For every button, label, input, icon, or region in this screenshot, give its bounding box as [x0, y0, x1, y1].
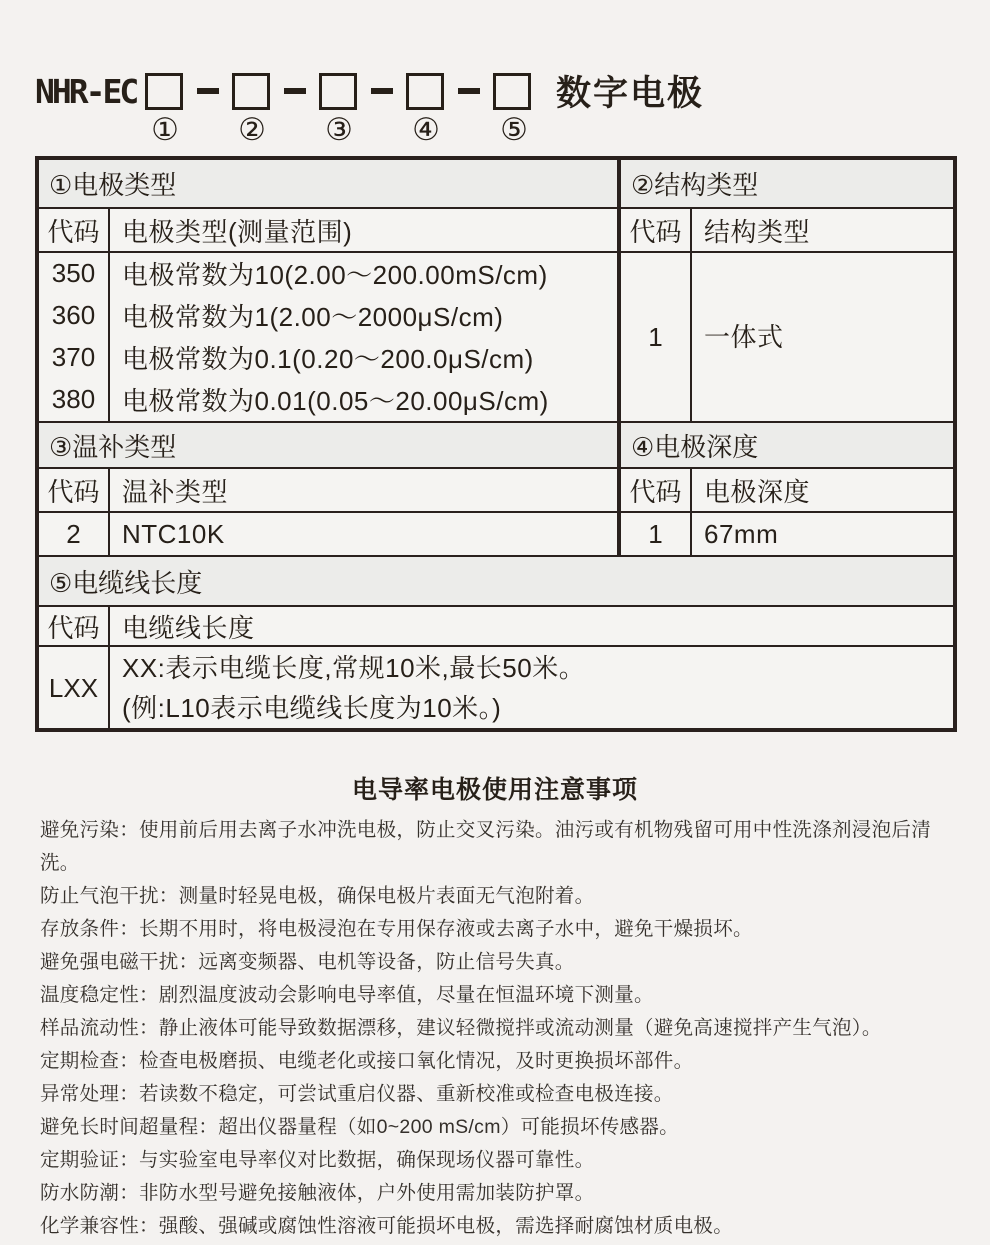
s4-code-header: 代码 [619, 468, 691, 512]
note-item-5: 温度稳定性：剧烈温度波动会影响电导率值，尽量在恒温环境下测量。 [40, 984, 654, 1006]
s5-code-header: 代码 [37, 606, 109, 646]
section-5-title: ⑤电缆线长度 [37, 556, 955, 606]
dash-separator-3 [371, 88, 393, 94]
column-header-row-5 [37, 606, 955, 646]
column-header-row-3-4 [37, 468, 955, 512]
section-1-title: ①电极类型 [37, 158, 619, 208]
note-item-8: 异常处理：若读数不稳定，可尝试重启仪器、重新校准或检查电极连接。 [40, 1083, 674, 1105]
table-row [37, 646, 955, 730]
s4-row1-code: 1 [619, 512, 691, 556]
notes-title: 电导率电极使用注意事项 [351, 776, 638, 804]
s4-row1-desc: 67mm [691, 512, 955, 556]
s2-desc-header: 结构类型 [691, 208, 955, 252]
note-item-10: 定期验证：与实验室电导率仪对比数据，确保现场仪器可靠性。 [40, 1149, 595, 1171]
section-4-title: ④电极深度 [619, 422, 955, 468]
s1-row2-desc: 电极常数为1(2.00～2000μS/cm) [109, 294, 619, 336]
code-box-4 [406, 73, 444, 110]
code-box-5 [493, 73, 531, 110]
s1-row1-code: 350 [37, 252, 109, 294]
note-item-4: 避免强电磁干扰：远离变频器、电机等设备，防止信号失真。 [40, 951, 575, 973]
position-number-1: ① [151, 112, 179, 147]
position-number-3: ③ [325, 112, 353, 147]
model-selection-table [35, 156, 957, 732]
table-row [37, 512, 955, 556]
note-item-12: 化学兼容性：强酸、强碱或腐蚀性溶液可能损坏电极，需选择耐腐蚀材质电极。 [40, 1215, 734, 1237]
note-item-7: 定期检查：检查电极磨损、电缆老化或接口氧化情况，及时更换损坏部件。 [40, 1050, 694, 1072]
s1-desc-header: 电极类型(测量范围) [109, 208, 619, 252]
s1-row3-code: 370 [37, 336, 109, 378]
s1-row4-code: 380 [37, 378, 109, 422]
column-header-row-1-2 [37, 208, 955, 252]
note-item-6: 样品流动性：静止液体可能导致数据漂移，建议轻微搅拌或流动测量（避免高速搅拌产生气泡）。 [40, 1017, 882, 1039]
s2-row1-desc: 一体式 [691, 252, 955, 422]
usage-notes-list [40, 814, 968, 1243]
s5-desc-line-2: (例:L10表示电缆线长度为10米。) [122, 692, 502, 723]
s5-row1-desc [109, 646, 955, 730]
s5-desc-header: 电缆线长度 [109, 606, 955, 646]
s4-desc-header: 电极深度 [691, 468, 955, 512]
s2-code-header: 代码 [619, 208, 691, 252]
code-box-3 [319, 73, 357, 110]
s2-row1-code: 1 [619, 252, 691, 422]
s3-row1-desc: NTC10K [109, 512, 619, 556]
s1-row3-desc: 电极常数为0.1(0.20～200.0μS/cm) [109, 336, 619, 378]
position-number-2: ② [238, 112, 266, 147]
dash-separator-2 [284, 88, 306, 94]
position-number-4: ④ [412, 112, 440, 147]
note-item-11: 防水防潮：非防水型号避免接触液体，户外使用需加装防护罩。 [40, 1182, 595, 1204]
model-prefix: NHR-EC [35, 71, 137, 111]
note-item-2: 防止气泡干扰：测量时轻晃电极，确保电极片表面无气泡附着。 [40, 885, 595, 907]
s1-row1-desc: 电极常数为10(2.00～200.00mS/cm) [109, 252, 619, 294]
s3-row1-code: 2 [37, 512, 109, 556]
section-header-row-5 [37, 556, 955, 606]
position-number-5: ⑤ [500, 112, 528, 147]
section-header-row-3-4 [37, 422, 955, 468]
s5-desc-line-1: XX:表示电缆长度,常规10米,最长50米。 [122, 652, 586, 683]
table-row [37, 252, 955, 294]
dash-separator-4 [458, 88, 480, 94]
model-code-line [35, 68, 704, 114]
note-item-9: 避免长时间超量程：超出仪器量程（如0~200 mS/cm）可能损坏传感器。 [40, 1116, 679, 1138]
position-number-row [0, 112, 990, 148]
s1-code-header: 代码 [37, 208, 109, 252]
section-3-title: ③温补类型 [37, 422, 619, 468]
dash-separator-1 [197, 88, 219, 94]
model-suffix: 数字电极 [556, 74, 705, 113]
note-item-3: 存放条件：长期不用时，将电极浸泡在专用保存液或去离子水中，避免干燥损坏。 [40, 918, 753, 940]
s3-code-header: 代码 [37, 468, 109, 512]
section-2-title: ②结构类型 [619, 158, 955, 208]
code-box-2 [232, 73, 270, 110]
section-header-row-1-2 [37, 158, 955, 208]
s1-row2-code: 360 [37, 294, 109, 336]
s5-row1-code: LXX [37, 646, 109, 730]
s3-desc-header: 温补类型 [109, 468, 619, 512]
s1-row4-desc: 电极常数为0.01(0.05～20.00μS/cm) [109, 378, 619, 422]
note-item-1: 避免污染：使用前后用去离子水冲洗电极，防止交叉污染。油污或有机物残留可用中性洗涤剂浸泡后清洗。 [40, 819, 932, 874]
code-box-1 [145, 73, 183, 110]
